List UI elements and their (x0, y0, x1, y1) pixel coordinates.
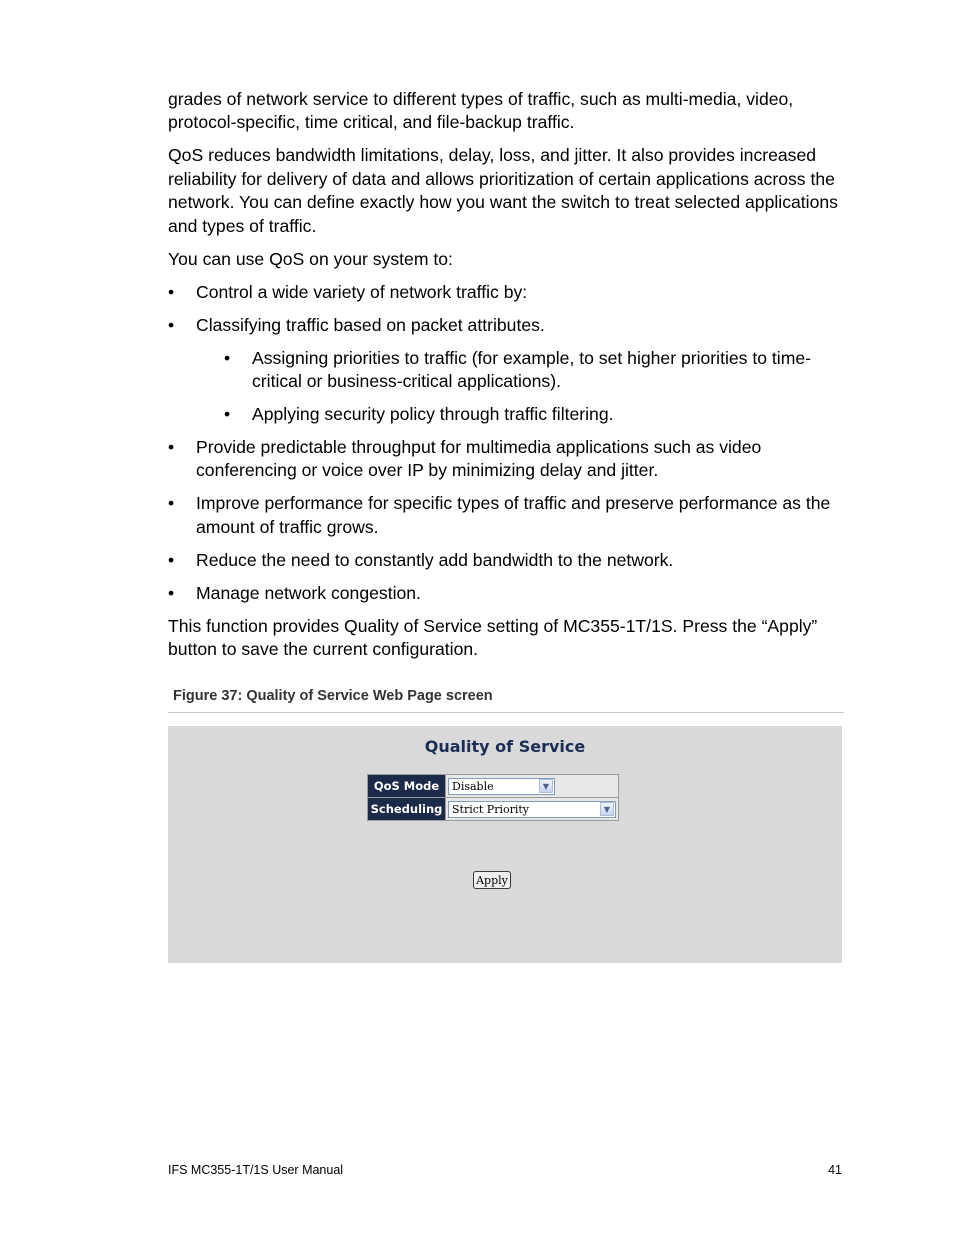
scheduling-select[interactable] (448, 801, 616, 818)
bullet-symbol: • (224, 347, 231, 368)
qos-page-title: Quality of Service (424, 737, 586, 756)
apply-button[interactable]: Apply (473, 871, 511, 889)
scheduling-row (368, 797, 618, 820)
bullet-text: Manage network congestion. (196, 582, 421, 603)
bullet-text: Control a wide variety of network traffic by: (196, 281, 528, 302)
bullet-symbol: • (168, 314, 175, 335)
qos-usage-paragraph: You can use QoS on your system to: (168, 248, 453, 269)
chevron-down-icon[interactable]: ▼ (600, 802, 614, 816)
bullet-text: Reduce the need to constantly add bandwidth to the network. (196, 549, 674, 570)
bullet-item (168, 492, 844, 539)
qos-mode-row (368, 775, 618, 797)
bullet-item (168, 314, 844, 337)
scheduling-selected-value: Strict Priority (452, 802, 530, 816)
qos-mode-selected-value: Disable (452, 779, 494, 793)
footer-page-number: 41 (828, 1163, 842, 1177)
bullet-text: Classifying traffic based on packet attributes. (196, 314, 545, 335)
sub-bullet-item (224, 347, 844, 394)
chevron-down-icon[interactable]: ▼ (539, 779, 553, 793)
bullet-symbol: • (224, 404, 231, 425)
qos-web-page-screenshot (168, 726, 842, 963)
bullet-text: Improve performance for specific types of traffic and preserve performance as the amount of traffic grows. (196, 493, 831, 537)
document-body (168, 88, 844, 671)
sub-bullet-item (224, 403, 844, 426)
bullet-symbol: • (168, 493, 175, 514)
bullet-text: Provide predictable throughput for multimedia applications such as video conferencing or voice over IP by minimizing delay and jitter. (196, 437, 762, 481)
footer-manual-title: IFS MC355-1T/1S User Manual (168, 1163, 344, 1177)
scheduling-cell (446, 798, 618, 820)
qos-mode-label: QoS Mode (368, 775, 446, 797)
caption-divider (168, 712, 844, 713)
bullet-item (168, 549, 844, 572)
bullet-text: Applying security policy through traffic filtering. (252, 404, 614, 425)
bullet-item (168, 436, 844, 483)
qos-settings-table (367, 774, 619, 821)
bullet-symbol: • (168, 549, 175, 570)
bullet-text: Assigning priorities to traffic (for example, to set higher priorities to time-critical or business-critical applications). (252, 347, 811, 392)
bullet-symbol: • (168, 582, 175, 603)
bullet-symbol: • (168, 437, 175, 458)
figure-caption: Figure 37: Quality of Service Web Page screen (173, 688, 493, 704)
intro-paragraph: grades of network service to different types of traffic, such as multi-media, video, protocol-specific, time critical, and file-backup traffic. (168, 89, 794, 133)
qos-mode-select[interactable] (448, 778, 555, 795)
scheduling-label: Scheduling (368, 798, 446, 820)
function-paragraph: This function provides Quality of Service setting of MC355-1T/1S. Press the “Apply” button to save the current configuration. (168, 615, 818, 660)
qos-mode-cell (446, 775, 618, 797)
bullet-symbol: • (168, 281, 175, 302)
qos-description-paragraph: QoS reduces bandwidth limitations, delay, loss, and jitter. It also provides increased reliability for delivery of data and allows prioritization of certain applications across the network. You can define exactly how you want the switch to treat selected applications and types of traffic. (168, 145, 838, 236)
bullet-item (168, 582, 844, 605)
bullet-item (168, 281, 844, 304)
